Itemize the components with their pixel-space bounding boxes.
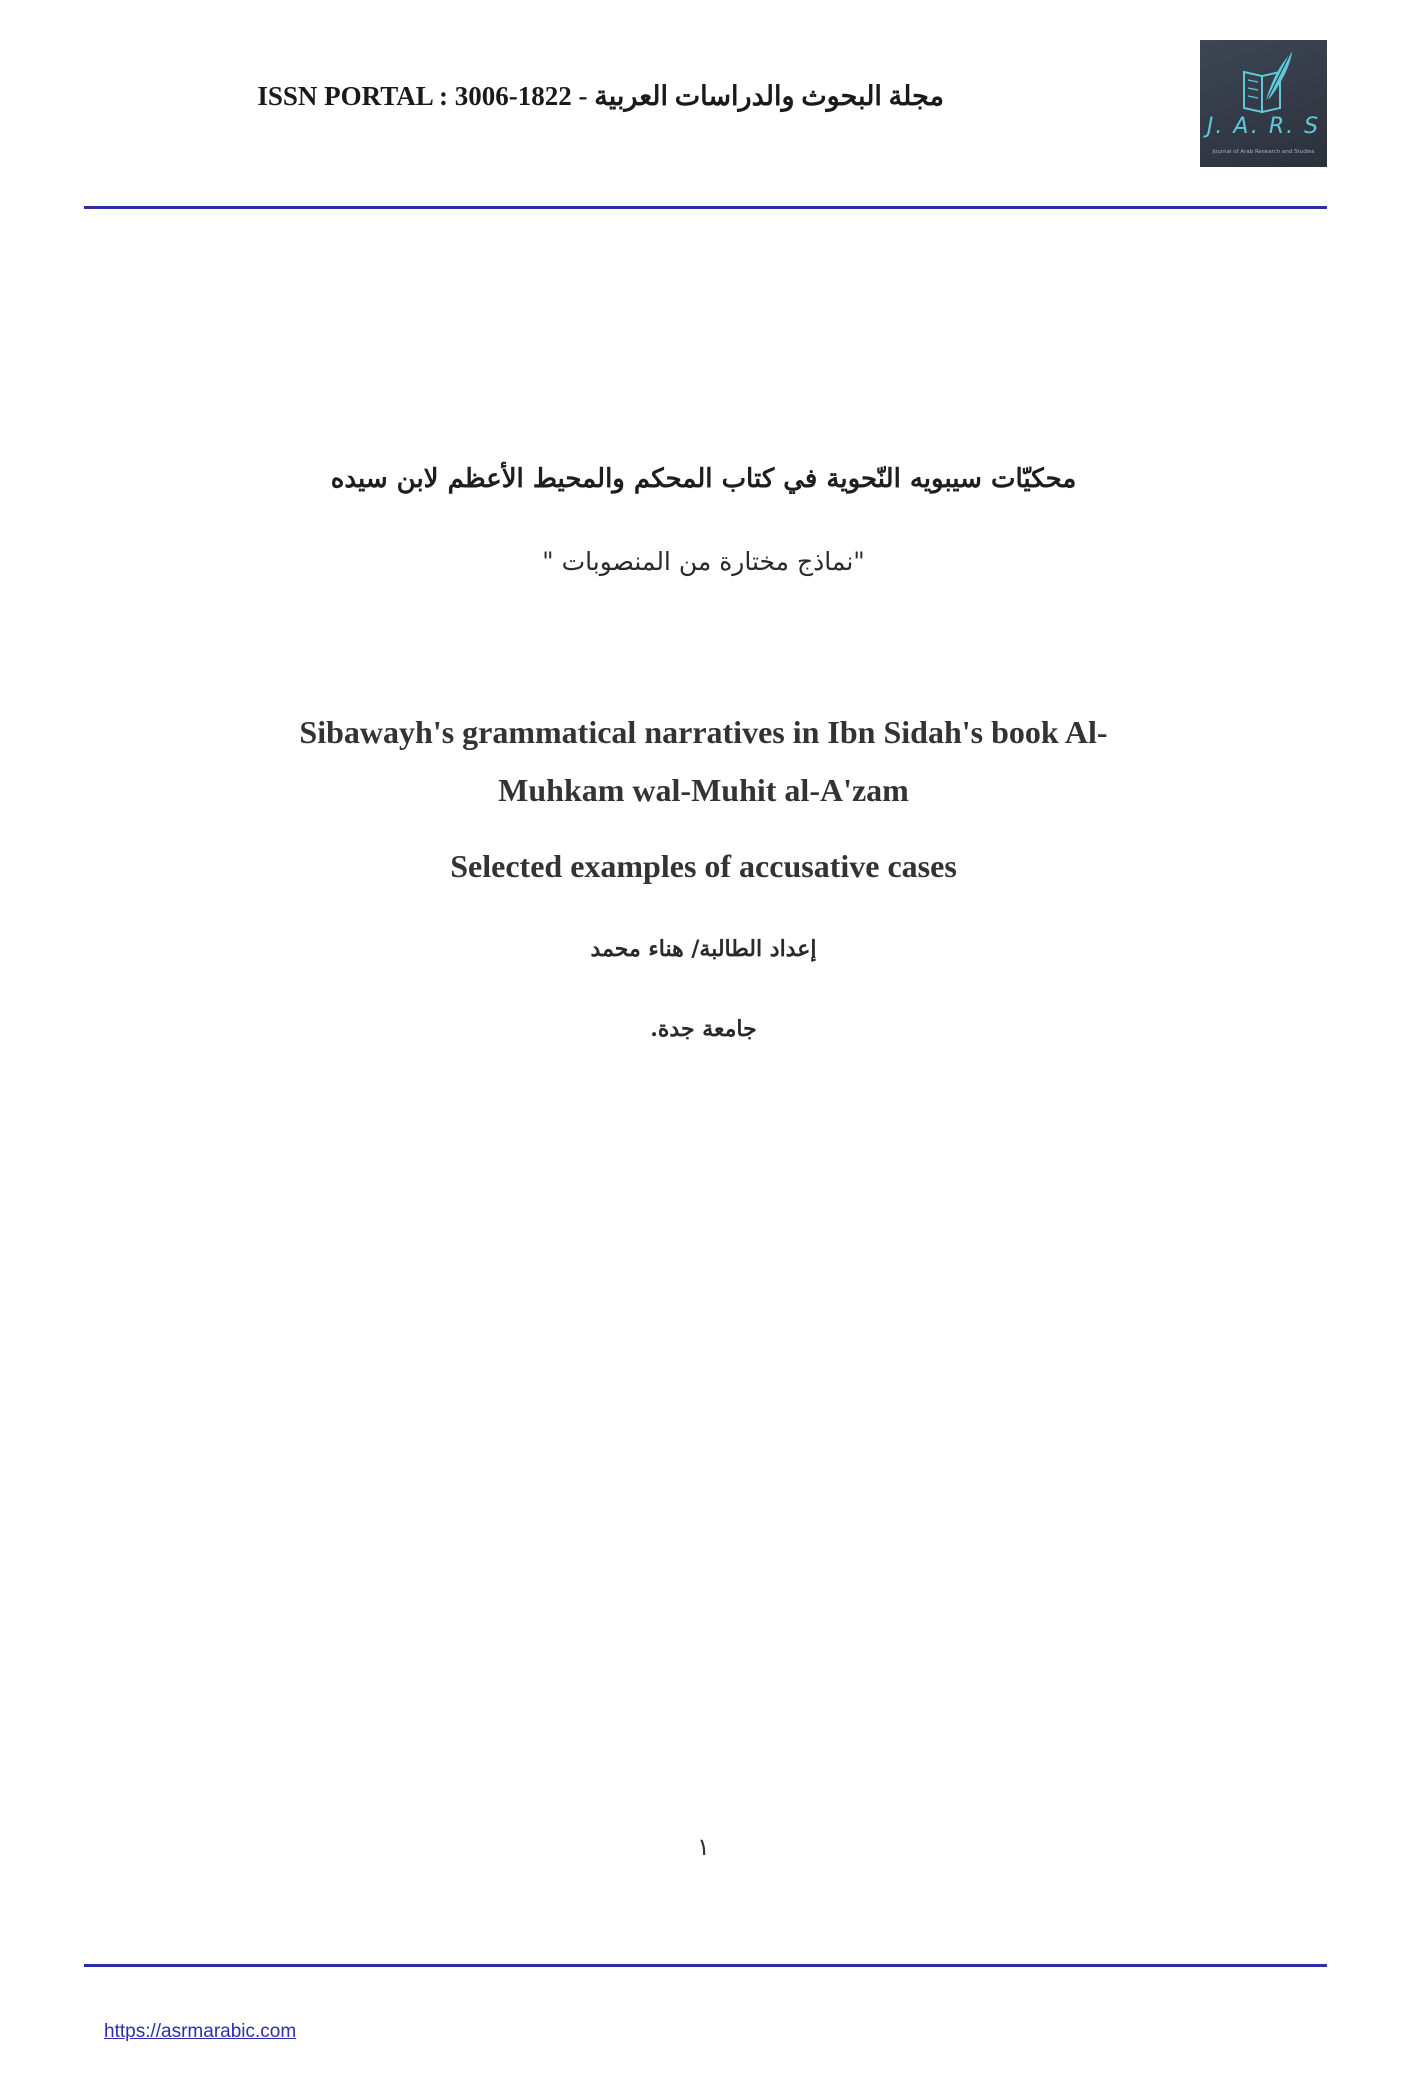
english-title-line-2: Muhkam wal-Muhit al-A'zam bbox=[498, 772, 909, 808]
logo-tagline: Journal of Arab Research and Studies bbox=[1212, 149, 1315, 155]
footer-website-link[interactable]: https://asrmarabic.com bbox=[104, 2021, 297, 2042]
arabic-subtitle: "نماذج مختارة من المنصوبات " bbox=[542, 547, 865, 576]
journal-header-title: مجلة البحوث والدراسات العربية - ISSN PORTAL : 3006-1822 bbox=[257, 81, 944, 111]
page-number: ١ bbox=[697, 1833, 710, 1861]
header-divider bbox=[84, 206, 1327, 209]
footer-divider bbox=[84, 1964, 1327, 1967]
logo-letters: J. A. R. S bbox=[1206, 114, 1321, 139]
english-title-line-1: Sibawayh's grammatical narratives in Ibn Sidah's book Al- bbox=[299, 714, 1108, 750]
journal-logo bbox=[1200, 40, 1327, 167]
book-quill-icon bbox=[1200, 40, 1327, 120]
author-line: إعداد الطالبة/ هناء محمد bbox=[590, 936, 817, 962]
university-line: جامعة جدة. bbox=[650, 1016, 757, 1042]
english-title bbox=[100, 703, 1307, 819]
english-subtitle: Selected examples of accusative cases bbox=[450, 848, 957, 884]
arabic-title: محكيّات سيبويه النّحوية في كتاب المحكم والمحيط الأعظم لابن سيده bbox=[330, 464, 1077, 494]
